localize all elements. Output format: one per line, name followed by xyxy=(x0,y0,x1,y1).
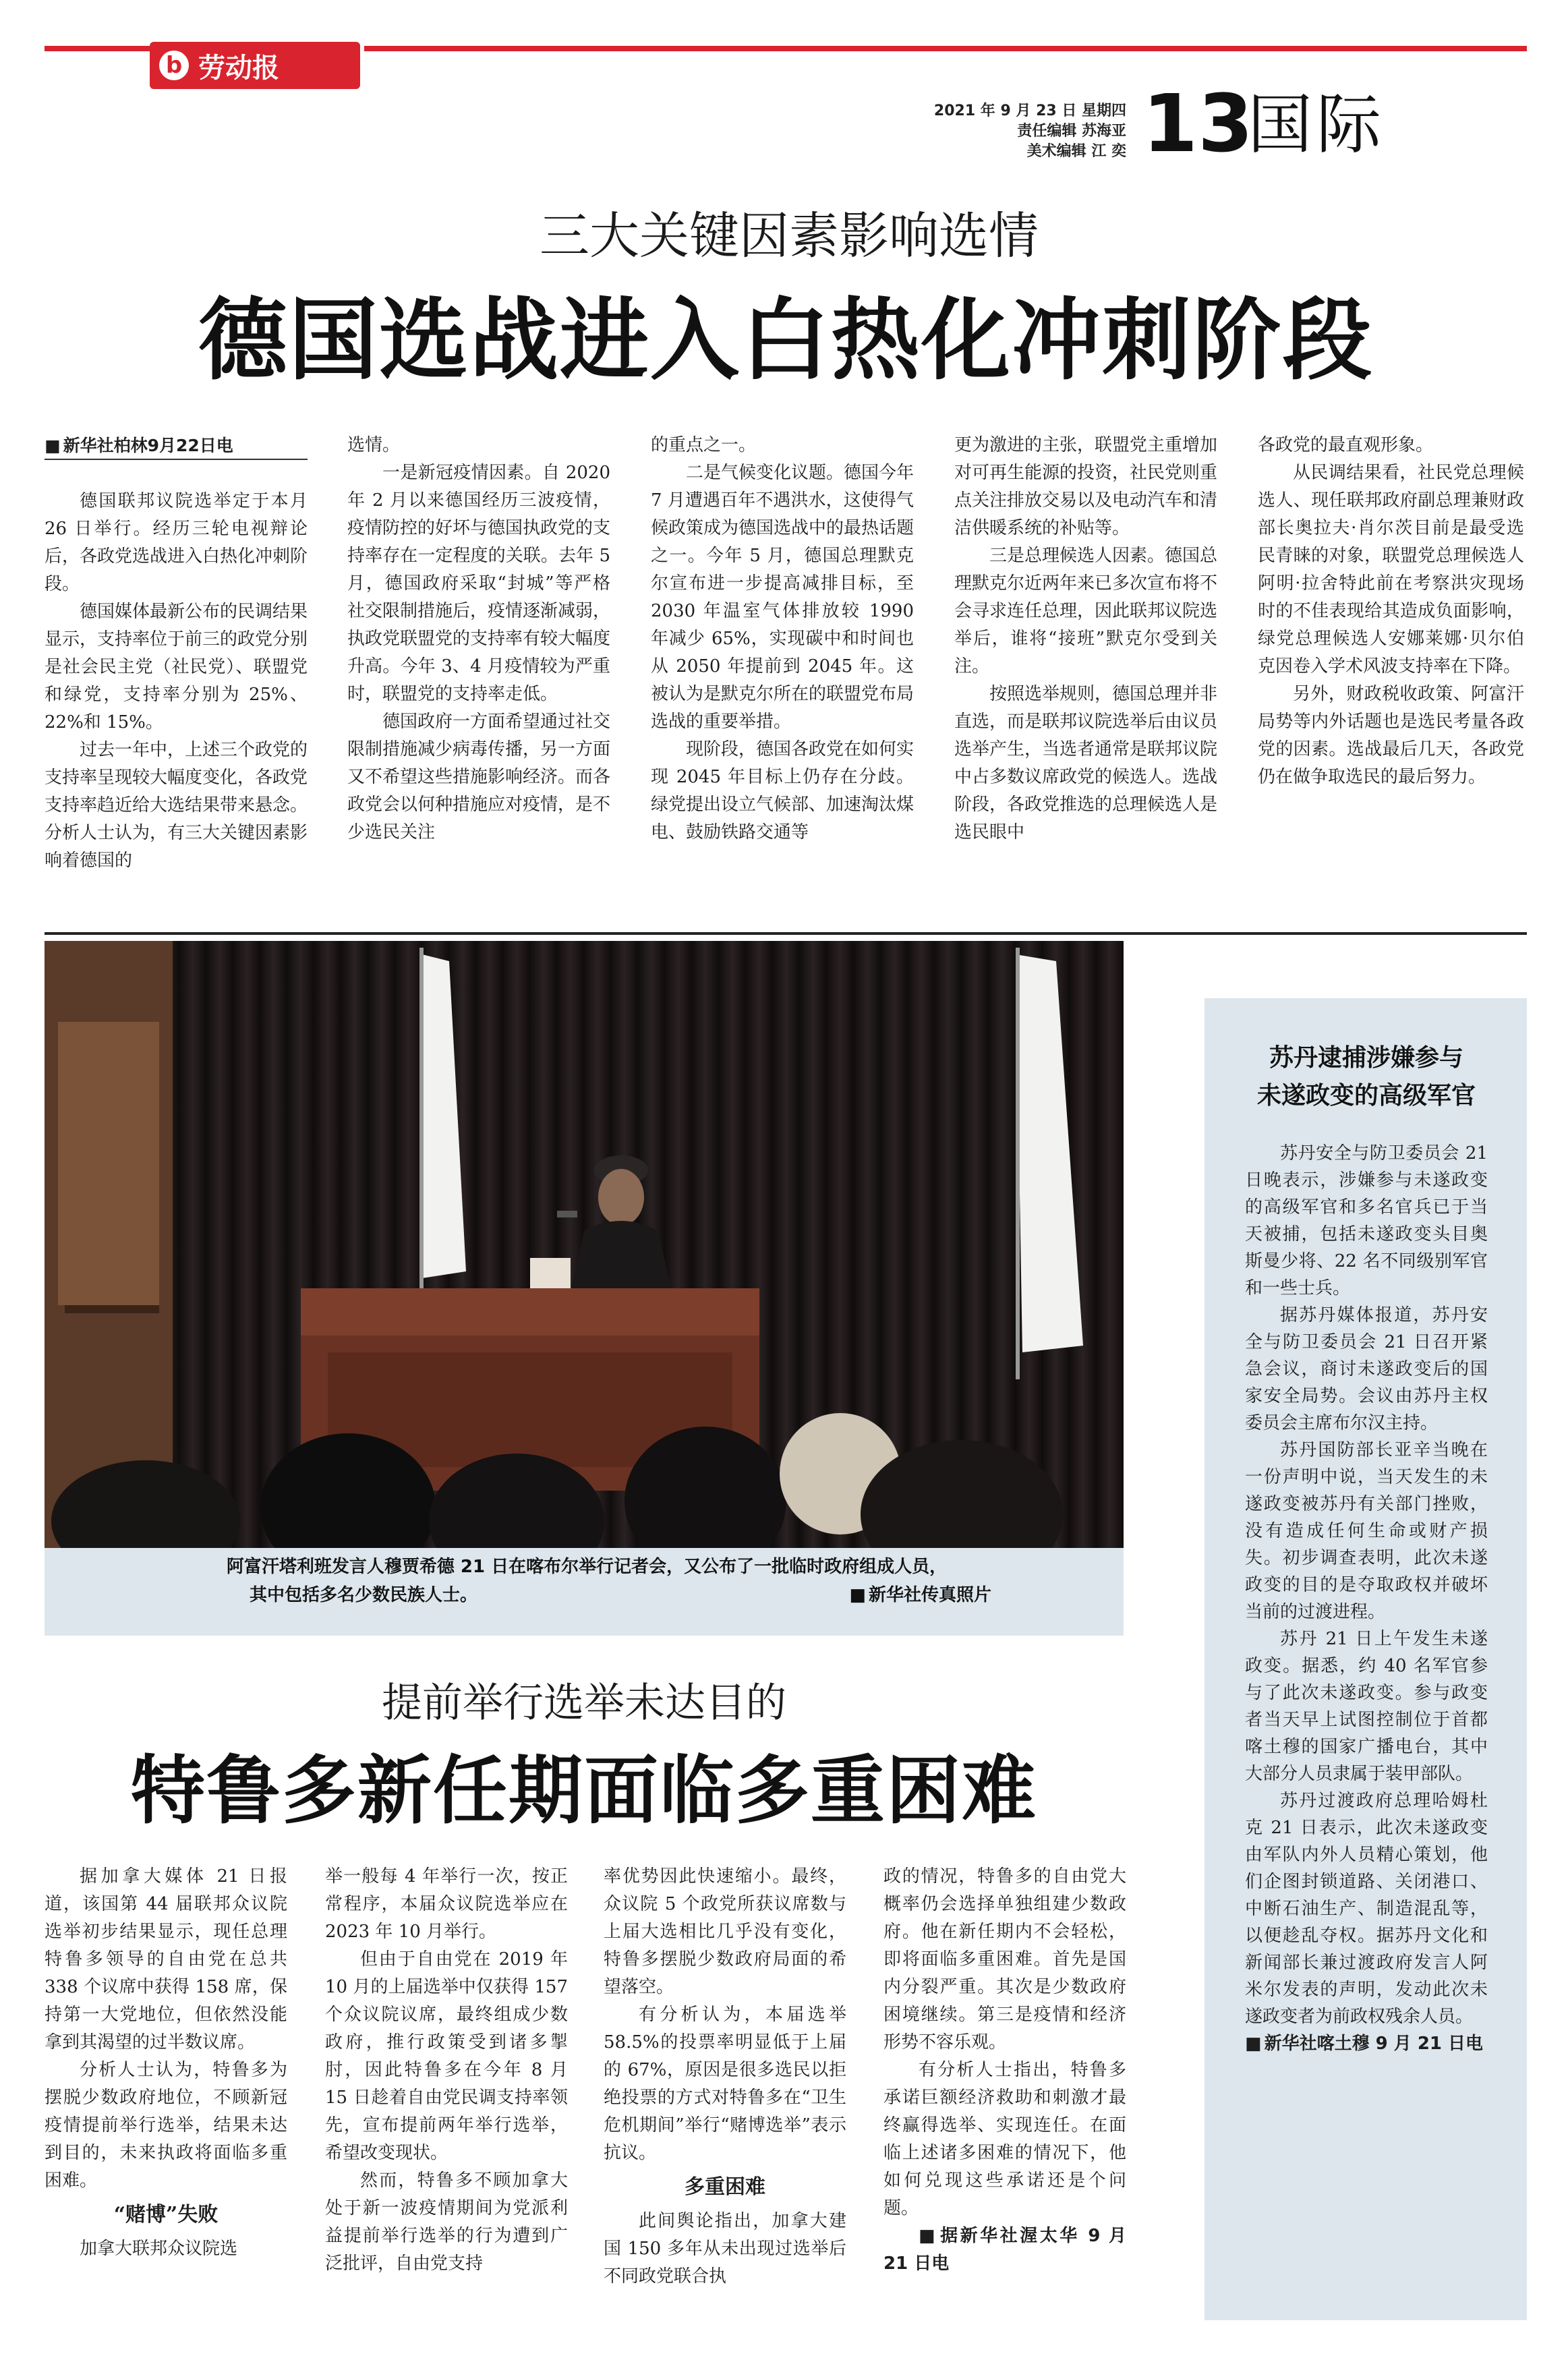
sidebar-credit: ■ 新华社喀土穆 9 月 21 日电 xyxy=(1245,2034,1483,2054)
story1-headline: 德国选战进入白热化冲刺阶段 xyxy=(198,288,1373,393)
logo-text: 劳动报 xyxy=(198,52,279,84)
sidebar-p2: 据苏丹媒体报道，苏丹安全与防卫委员会 21 日召开紧急会议，商讨未遂政变后的国家安全局势。会议由苏丹主权委员会主席布尔汉主持。 xyxy=(1245,1305,1488,1433)
story2-kicker: 提前举行选举未达目的 xyxy=(382,1679,786,1727)
story1-c4-p1: 更为激进的主张，联盟党主重增加对可再生能源的投资，社民党则重点关注排放交易以及电动汽车和清洁供暖系统的补贴等。 xyxy=(954,435,1218,538)
issue-meta xyxy=(796,101,1126,162)
story2-headline: 特鲁多新任期面临多重困难 xyxy=(131,1747,1037,1834)
story1-c5-p3: 另外，财政税收政策、阿富汗局势等内外话题也是选民考量各政党的因素。选战最后几天，各政党仍在做争取选民的最后努力。 xyxy=(1258,684,1524,787)
story1-c4-p3: 按照选举规则，德国总理并非直选，而是联邦议院选举后由议员选举产生，当选者通常是联邦议院中占多数议席政党的候选人。选战阶段，各政党推选的总理候选人是选民眼中 xyxy=(954,684,1218,842)
photo-caption-line-2: 其中包括多名少数民族人士。 xyxy=(250,1585,478,1605)
story1-c3-p3: 现阶段，德国各政党在如何实现 2045 年目标上仍存在分歧。绿党提出设立气候部、加速淘汰煤电、鼓励铁路交通等 xyxy=(651,739,914,842)
logo-icon: b xyxy=(159,51,189,80)
story1-c3-p2: 二是气候变化议题。德国今年 7 月遭遇百年不遇洪水，这使得气候政策成为德国选战中的最热话题之一。今年 5 月，德国总理默克尔宣布进一步提高减排目标，至 2030 年温室气体排放较 1990 年减少 65%，实现碳中和时间也从 2050 年提前到 2045 年。这被认为是默克尔所在的联盟党布局选战的重要举措。 xyxy=(651,463,914,732)
story2-subhead-difficulties: 多重困难 xyxy=(685,2175,765,2199)
story1-dateline: ■ 新华社柏林9月22日电 xyxy=(45,436,233,455)
press-conference-photo xyxy=(45,941,1124,1548)
sidebar-title-line-1: 苏丹逮捕涉嫌参与 xyxy=(1269,1043,1463,1072)
story2-c3-p1: 率优势因此快速缩小。最终，众议院 5 个政党所获议席数与上届大选相比几乎没有变化，特鲁多摆脱少数政府局面的希望落空。 xyxy=(604,1866,846,1997)
sidebar-p4: 苏丹 21 日上午发生未遂政变。据悉，约 40 名军官参与了此次未遂政变。参与政变者当天早上试图控制位于首都喀土穆的国家广播电台，其中大部分人员隶属于装甲部队。 xyxy=(1245,1629,1488,1784)
story1-c2-p3: 德国政府一方面希望通过社交限制措施减少病毒传播，另一方面又不希望这些措施影响经济。而各政党会以何种措施应对疫情，是不少选民关注 xyxy=(347,712,611,842)
story1-column-4 xyxy=(954,432,1217,846)
story2-c4-credit-wrap xyxy=(883,2222,1126,2278)
story2-c3-p3: 此间舆论指出，加拿大建国 150 多年从未出现过选举后不同政党联合执 xyxy=(604,2211,846,2287)
story1-kicker: 三大关键因素影响选情 xyxy=(540,207,1039,265)
sidebar-title xyxy=(1218,1039,1515,1114)
story1-c2-p1: 选情。 xyxy=(347,435,401,455)
story2-column-2 xyxy=(325,1863,568,2278)
story2-c1-p3: 加拿大联邦众议院选 xyxy=(80,2239,238,2259)
photo-credit: ■ 新华社传真照片 xyxy=(849,1581,991,1609)
story2-c4-p2: 有分析人士指出，特鲁多承诺巨额经济救助和刺激才最终赢得选举、实现连任。在面临上述诸多困难的情况下，他如何兑现这些承诺还是个问题。 xyxy=(883,2060,1126,2218)
art-editor-credit: 美术编辑 江 奕 xyxy=(1026,143,1126,160)
section-title: 国际 xyxy=(1248,87,1385,163)
story1-column-2 xyxy=(347,432,610,846)
photo-caption xyxy=(61,1553,1113,1609)
story2-c2-p2: 但由于自由党在 2019 年 10 月的上届选举中仅获得 157 个众议院议席，最终组成少数政府，推行政策受到诸多掣肘，因此特鲁多在今年 8 月 15 日趁着自由党民调支持率领先，宣布提前两年举行选举，希望改变现状。 xyxy=(325,1949,568,2163)
sidebar-body xyxy=(1245,1140,1488,2057)
story1-column-1 xyxy=(45,432,308,875)
sidebar-p3: 苏丹国防部长亚辛当晚在一份声明中说，当天发生的未遂政变被苏丹有关部门挫败，没有造成任何生命或财产损失。初步调查表明，此次未遂政变的目的是夺取政权并破坏当前的过渡进程。 xyxy=(1245,1440,1488,1622)
story1-c5-p2: 从民调结果看，社民党总理候选人、现任联邦政府副总理兼财政部长奥拉夫·肖尔茨目前是最受选民青睐的对象，联盟党总理候选人阿明·拉舍特此前在考察洪灾现场时的不佳表现给其造成负面影响，绿党总理候选人安娜莱娜·贝尔伯克因卷入学术风波支持率在下降。 xyxy=(1258,463,1524,677)
photo-caption-line-1: 阿富汗塔利班发言人穆贾希德 21 日在喀布尔举行记者会，又公布了一批临时政府组成人员， xyxy=(226,1557,948,1577)
story2-c1-p2: 分析人士认为，特鲁多为摆脱少数政府地位，不顾新冠疫情提前举行选举，结果未达到目的，未来执政将面临多重困难。 xyxy=(45,2060,287,2191)
page-number: 13 xyxy=(1142,77,1254,170)
story2-c4-p1: 政的情况，特鲁多的自由党大概率仍会选择单独组建少数政府。他在新任期内不会轻松，即将面临多重困难。首先是国内分裂严重。其次是少数政府困境继续。第三是疫情和经济形势不容乐观。 xyxy=(883,1866,1126,2052)
story1-c4-p2: 三是总理候选人因素。德国总理默克尔近两年来已多次宣布将不会寻求连任总理，因此联邦议院选举后，谁将“接班”默克尔受到关注。 xyxy=(954,546,1218,677)
press-conference-illustration xyxy=(45,941,1124,1548)
story2-column-4 xyxy=(883,1863,1126,2278)
masthead-rule-left xyxy=(45,46,152,51)
story1-c1-p1: 德国联邦议院选举定于本月 26 日举行。经历三轮电视辩论后，各政党选战进入白热化冲刺阶段。 xyxy=(45,491,308,594)
story1-c1-p2: 德国媒体最新公布的民调结果显示，支持率位于前三的政党分别是社会民主党（社民党）、联盟党和绿党，支持率分别为 25%、22%和 15%。 xyxy=(45,602,308,732)
story1-c2-p2: 一是新冠疫情因素。自 2020 年 2 月以来德国经历三波疫情，疫情防控的好坏与德国执政党的支持率存在一定程度的关联。去年 5 月，德国政府采取“封城”等严格社交限制措施后，疫情逐渐减弱，执政党联盟党的支持率有较大幅度升高。今年 3、4 月疫情较为严重时，联盟党的支持率走低。 xyxy=(347,463,611,704)
story2-c1-p1: 据加拿大媒体 21 日报道，该国第 44 届联邦众议院选举初步结果显示，现任总理特鲁多领导的自由党在总共 338 个议席中获得 158 席，保持第一大党地位，但依然没能拿到其渴望的过半数议席。 xyxy=(45,1866,287,2052)
story2-c2-p1: 举一般每 4 年举行一次，按正常程序，本届众议院选举应在 2023 年 10 月举行。 xyxy=(325,1866,568,1942)
story1-c1-p3: 过去一年中，上述三个政党的支持率呈现较大幅度变化，各政党支持率趋近给大选结果带来悬念。分析人士认为，有三大关键因素影响着德国的 xyxy=(45,740,308,871)
sidebar-title-line-2: 未遂政变的高级军官 xyxy=(1256,1081,1476,1110)
sidebar-p1: 苏丹安全与防卫委员会 21 日晚表示，涉嫌参与未遂政变的高级军官和多名官兵已于当天被捕，包括未遂政变头目奥斯曼少将、22 名不同级别军官和一些士兵。 xyxy=(1245,1143,1488,1298)
story1-c3-p1: 的重点之一。 xyxy=(651,435,757,455)
story2-c3-p2: 有分析认为，本届选举 58.5%的投票率明显低于上届的 67%，原因是很多选民以拒绝投票的方式对特鲁多在“卫生危机期间”举行“赌博选举”表示抗议。 xyxy=(604,2005,846,2163)
masthead-rule-right xyxy=(364,46,1527,51)
story1-c5-p1: 各政党的最直观形象。 xyxy=(1258,435,1434,455)
sidebar-p5: 苏丹过渡政府总理哈姆杜克 21 日表示，此次未遂政变由军队内外人员精心策划，他们企图封锁道路、关闭港口、中断石油生产、制造混乱等，以便趁乱夺权。据苏丹文化和新闻部长兼过渡政府发言人阿米尔发表的声明，发动此次未遂政变者为前政权残余人员。 xyxy=(1245,1791,1488,2027)
editor-credit: 责任编辑 苏海亚 xyxy=(1017,123,1126,140)
newspaper-logo xyxy=(150,42,360,89)
story1-bottom-rule xyxy=(45,932,1527,935)
story2-credit: ■ 据新华社渥太华 9 月 21 日电 xyxy=(883,2226,1126,2274)
issue-date: 2021 年 9 月 23 日 星期四 xyxy=(933,103,1126,119)
story2-column-3 xyxy=(604,1863,846,2291)
story1-column-5 xyxy=(1258,432,1524,791)
story2-subhead-gamble: “赌博”失败 xyxy=(113,2203,219,2226)
story1-column-3 xyxy=(651,432,914,846)
story2-column-1 xyxy=(45,1863,287,2263)
story2-c2-p3: 然而，特鲁多不顾加拿大处于新一波疫情期间为党派利益提前举行选举的行为遭到广泛批评，自由党支持 xyxy=(325,2171,568,2274)
